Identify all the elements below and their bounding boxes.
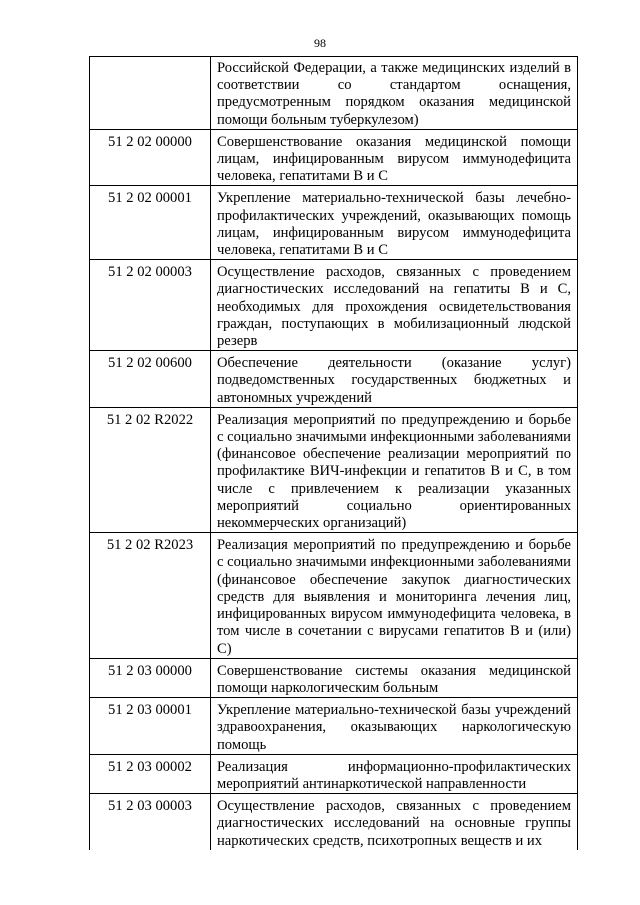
- row-description: Реализация мероприятий по предупреждению и борьбе с социально значимыми инфекционными заболеваниями (финансовое обеспечение закупок диагностических средств для выявления и мониторинга лечения лиц, инфицированных вирусом иммунодефицита человека, в том числе в сочетании с вирусами гепатитов B и (или) C): [211, 533, 578, 658]
- row-description: Совершенствование системы оказания медицинской помощи наркологическим больным: [211, 658, 578, 697]
- table-row: [90, 754, 578, 793]
- row-code: 51 2 03 00002: [90, 754, 211, 793]
- table-row: [90, 794, 578, 850]
- row-description: Реализация информационно-профилактических мероприятий антинаркотической направленности: [211, 754, 578, 793]
- row-code: 51 2 02 00000: [90, 129, 211, 186]
- row-code: 51 2 03 00000: [90, 658, 211, 697]
- table-row: [90, 186, 578, 260]
- row-description: Реализация мероприятий по предупреждению и борьбе с социально значимыми инфекционными заболеваниями (финансовое обеспечение реализации мероприятий по профилактике ВИЧ-инфекции и гепатитов B и C, в том числе с привлечением к реализации указанных мероприятий социально ориентированных некоммерческих организаций): [211, 407, 578, 532]
- row-code: 51 2 02 00600: [90, 351, 211, 408]
- row-description: Российской Федерации, а также медицинских изделий в соответствии со стандартом оснащения, предусмотренным порядком оказания медицинской помощи больным туберкулезом): [211, 57, 578, 130]
- table-row: [90, 407, 578, 532]
- page-number: 98: [314, 36, 326, 50]
- row-description: Обеспечение деятельности (оказание услуг) подведомственных государственных бюджетных и автономных учреждений: [211, 351, 578, 408]
- row-code: 51 2 02 00003: [90, 260, 211, 351]
- row-code: 51 2 02 00001: [90, 186, 211, 260]
- row-description: Укрепление материально-технической базы учреждений здравоохранения, оказывающих наркологическую помощь: [211, 698, 578, 755]
- row-description: Совершенствование оказания медицинской помощи лицам, инфицированным вирусом иммунодефицита человека, гепатитами B и C: [211, 129, 578, 186]
- budget-code-table: [89, 56, 578, 850]
- row-code: 51 2 03 00001: [90, 698, 211, 755]
- row-code: 51 2 02 R2023: [90, 533, 211, 658]
- table-row: [90, 658, 578, 697]
- table-row: [90, 57, 578, 130]
- row-description: Укрепление материально-технической базы лечебно-профилактических учреждений, оказывающих помощь лицам, инфицированным вирусом иммунодефицита человека, гепатитами B и C: [211, 186, 578, 260]
- row-description: Осуществление расходов, связанных с проведением диагностических исследований на основные группы наркотических средств, психотропных веществ и их: [211, 794, 578, 850]
- table-row: [90, 260, 578, 351]
- row-code: 51 2 03 00003: [90, 794, 211, 850]
- row-code: 51 2 02 R2022: [90, 407, 211, 532]
- table-row: [90, 698, 578, 755]
- row-description: Осуществление расходов, связанных с проведением диагностических исследований на гепатиты B и C, необходимых для прохождения освидетельствования граждан, поступающих в мобилизационный людской резерв: [211, 260, 578, 351]
- table-row: [90, 533, 578, 658]
- row-code: [90, 57, 211, 130]
- table-row: [90, 351, 578, 408]
- table-row: [90, 129, 578, 186]
